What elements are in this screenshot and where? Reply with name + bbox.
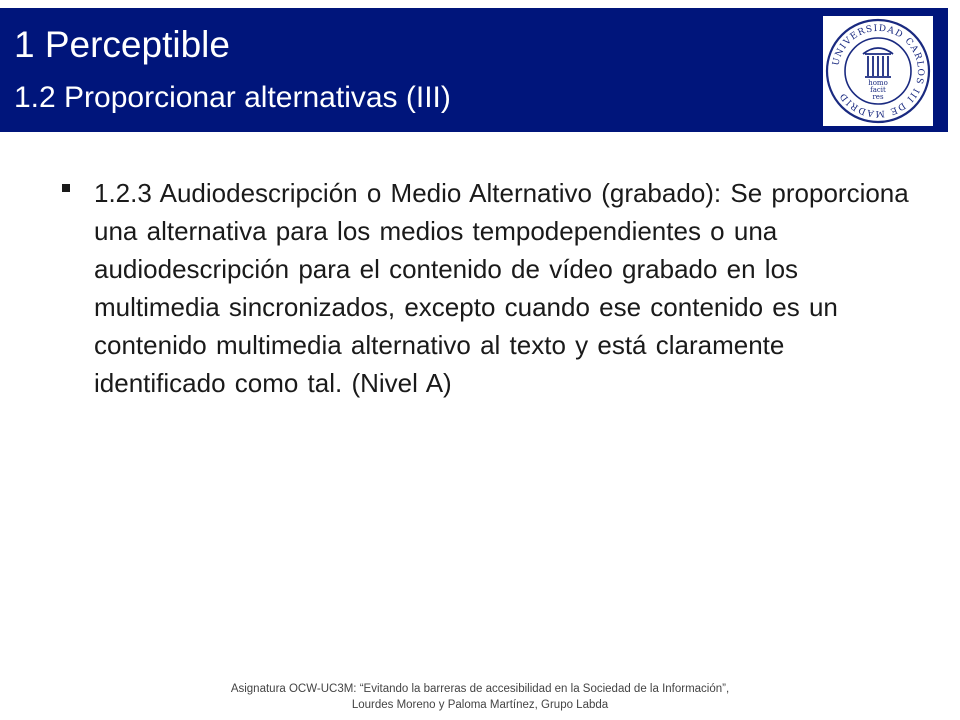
slide-footer (0, 681, 960, 713)
square-bullet-icon (62, 184, 70, 192)
footer-authors-line: Lourdes Moreno y Paloma Martínez, Grupo Labda (351, 699, 609, 711)
slide-subtitle: 1.2 Proporcionar alternativas (III) (14, 81, 451, 114)
seal-motto-line-2: facit (870, 86, 886, 94)
university-logo (823, 16, 933, 126)
bullet-text: 1.2.3 Audiodescripción o Medio Alternativo (grabado): Se proporciona una alternativa para los medios tempodependientes o una audiodescripción para el contenido de vídeo grabado en los multimedia sincronizados, excepto cuando ese contenido es un contenido multimedia alternativo al texto y está claramente identificado como tal. (Nivel A) (94, 178, 909, 398)
seal-ring-text: UNIVERSIDAD CARLOS III DE MADRID (831, 23, 926, 119)
slide-body (58, 174, 918, 402)
bullet-item (58, 174, 918, 402)
slide-title: 1 Perceptible (14, 24, 230, 65)
footer-course-line: Asignatura OCW-UC3M: “Evitando la barreras de accesibilidad en la Sociedad de la Información”, (230, 683, 730, 695)
seal-motto-line-1: homo (868, 79, 888, 87)
university-seal-icon (823, 16, 933, 126)
seal-motto-line-3: res (872, 93, 884, 101)
